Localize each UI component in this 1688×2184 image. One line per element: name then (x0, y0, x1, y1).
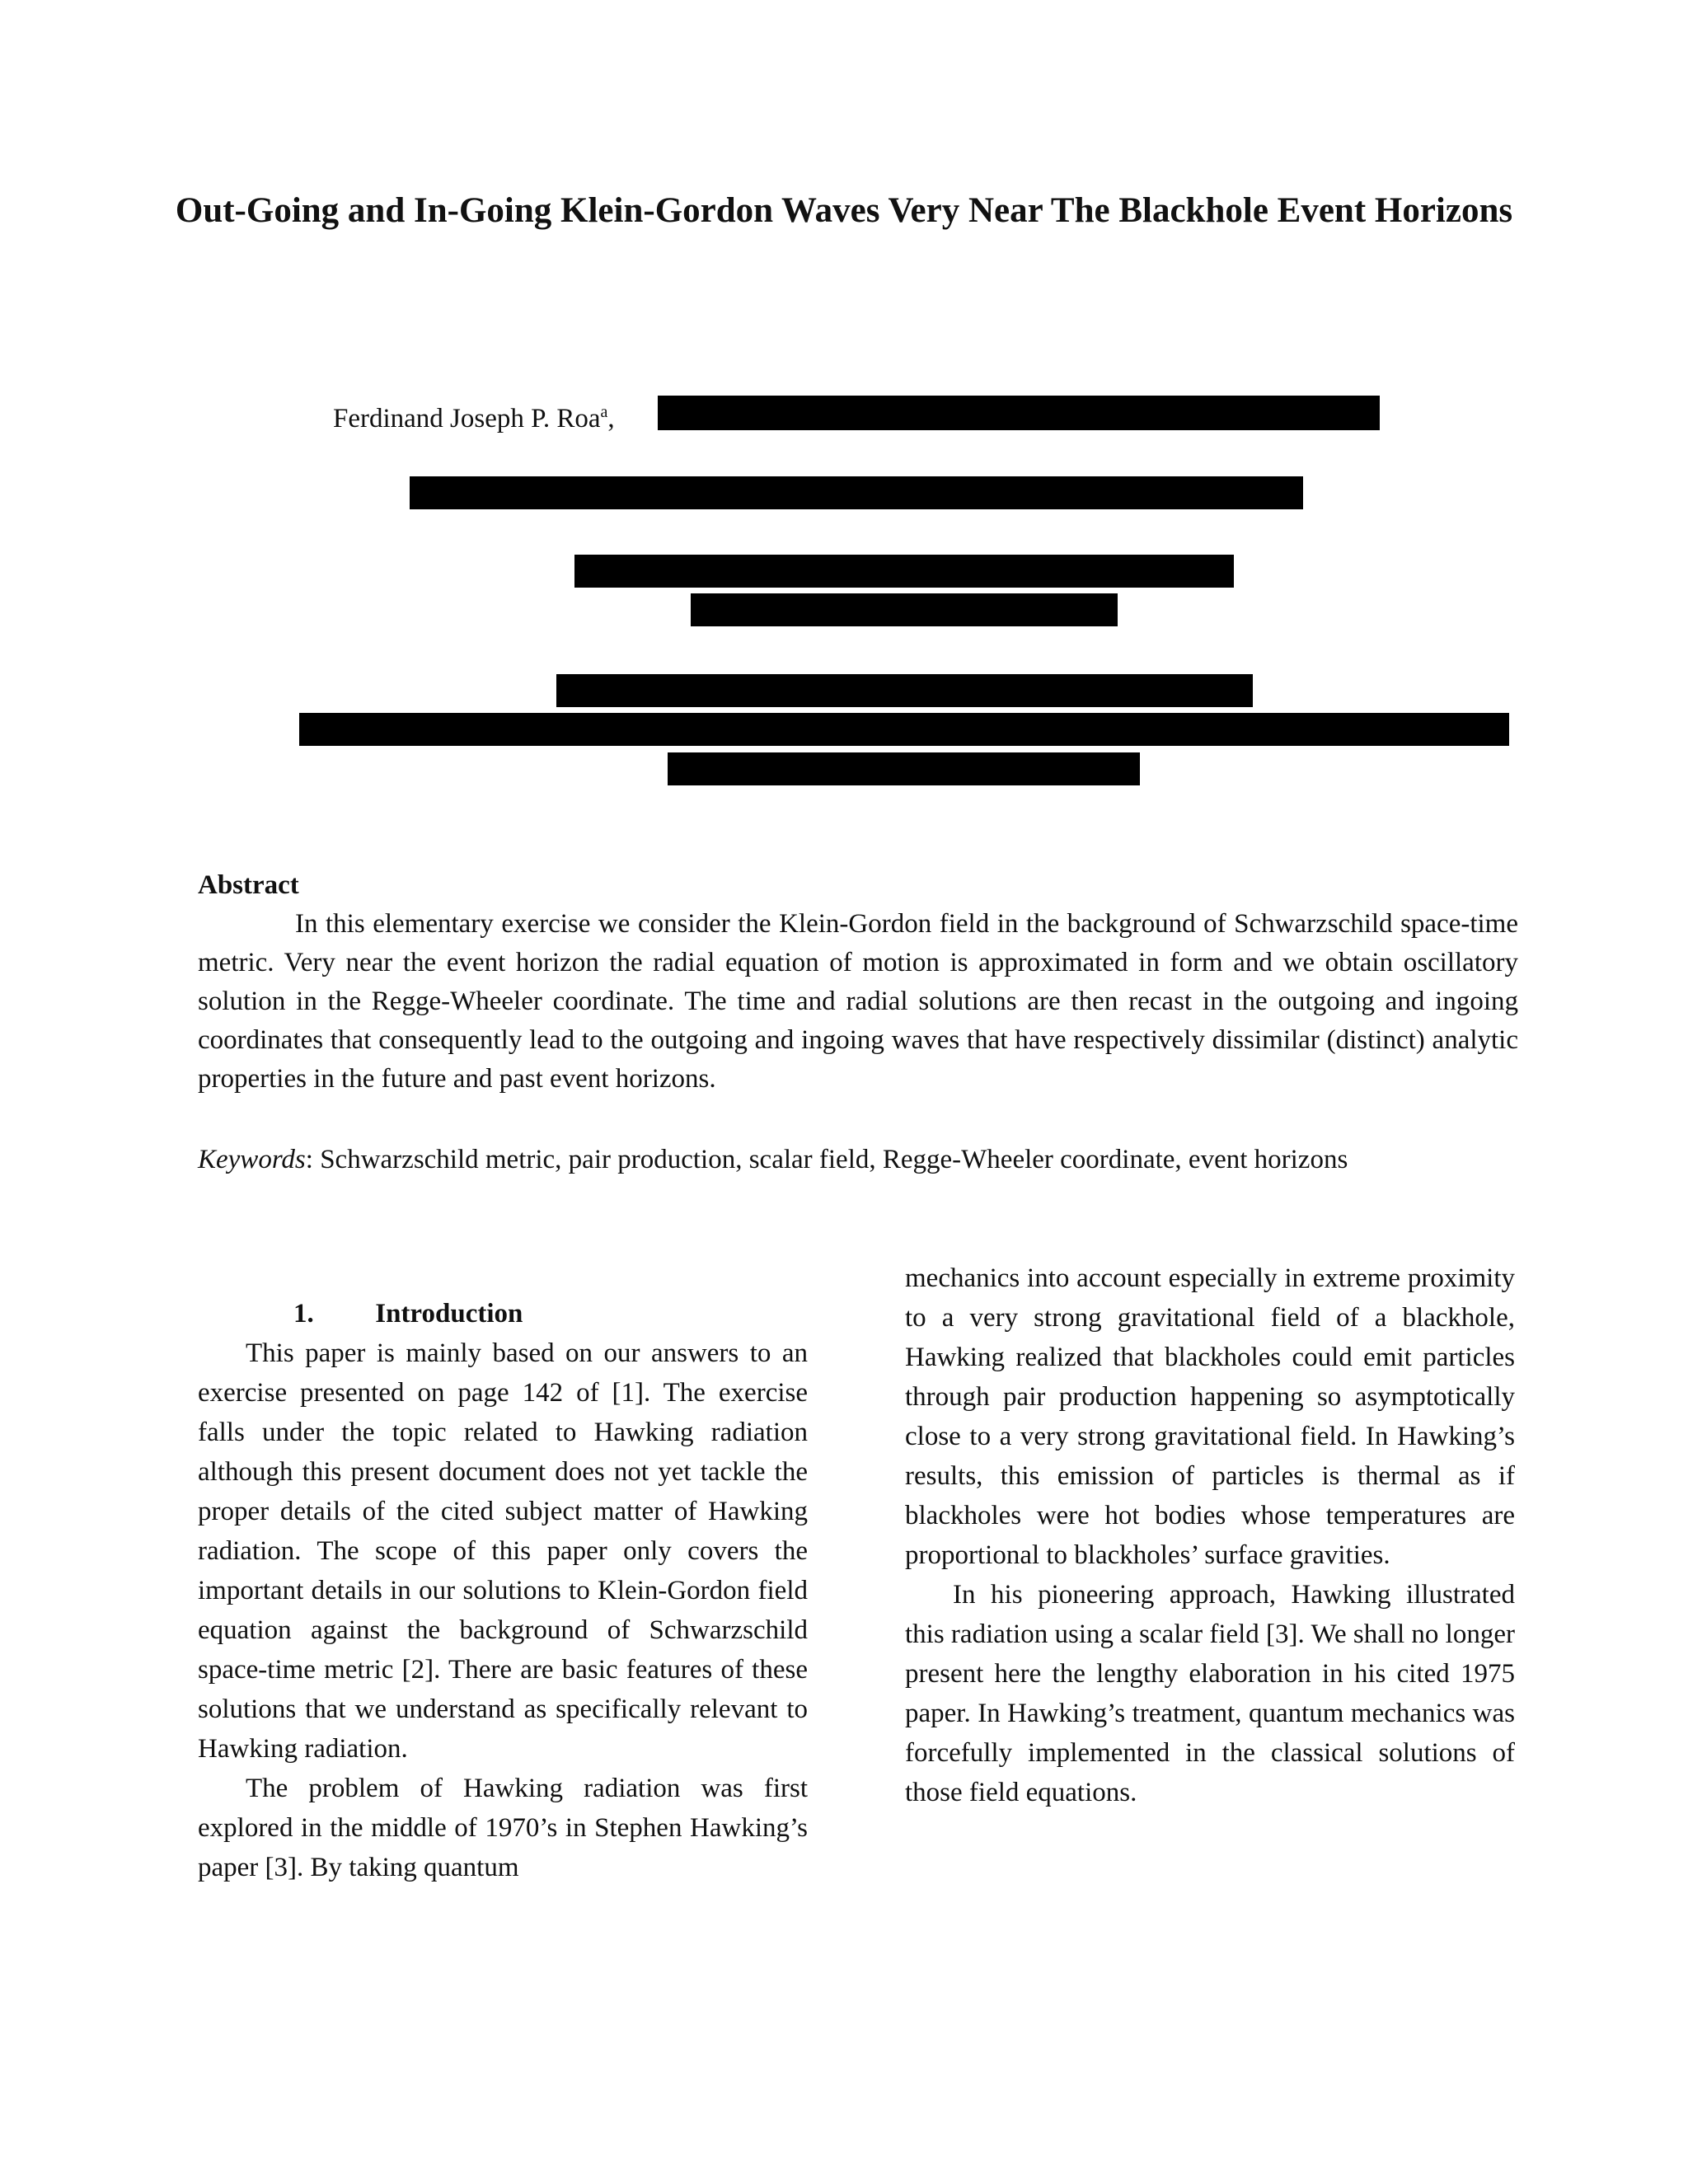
author-name: Ferdinand Joseph P. Roa (333, 404, 601, 434)
section-title: Introduction (375, 1299, 523, 1329)
paper-title: Out-Going and In-Going Klein-Gordon Waves Very Near The Blackhole Event Horizons (175, 191, 1513, 230)
section-heading (198, 1294, 808, 1333)
affiliation-mark: a (600, 403, 608, 421)
redacted-affiliation-2 (574, 555, 1234, 588)
redacted-affiliation-1 (410, 476, 1303, 509)
author-line (333, 394, 615, 437)
intro-paragraph-2-continued: mechanics into account especially in extreme proximity to a very strong gravitational field of a blackhole, Hawking realized that blackholes could emit particles through pair production happening so asymptotically close to a very strong gravitational field. In Hawking’s results, this emission of particles is thermal as if blackholes were hot bodies whose temperatures are proportional to blackholes’ surface gravities. (905, 1263, 1515, 1570)
left-column (198, 1294, 808, 1887)
intro-paragraph-1: This paper is mainly based on our answers to an exercise presented on page 142 of [1]. The exercise falls under the topic related to Hawking radiation although this present document does not yet tackle the proper details of the cited subject matter of Hawking radiation. The scope of this paper only covers the important details in our solutions to Klein-Gordon field equation against the background of Schwarzschild space-time metric [2]. There are basic features of these solutions that we understand as specifically relevant to Hawking radiation. (198, 1338, 808, 1764)
redacted-affiliation-3 (691, 593, 1118, 626)
intro-paragraph-2: The problem of Hawking radiation was first explored in the middle of 1970’s in Stephen Hawking’s paper [3]. By taking quantum (198, 1774, 808, 1882)
keywords-label: Keywords (198, 1145, 306, 1174)
section-number: 1. (293, 1299, 314, 1329)
redacted-affiliation-4 (556, 674, 1253, 707)
abstract-text: In this elementary exercise we consider the Klein-Gordon field in the background of Schwarzschild space-time metric. Very near the event horizon the radial equation of motion is approximated in form and we obtain oscillatory solution in the Regge-Wheeler coordinate. The time and radial solutions are then recast in the outgoing and ingoing coordinates that consequently lead to the outgoing and ingoing waves that have respectively dissimilar (distinct) analytic properties in the future and past event horizons. (198, 909, 1518, 1094)
redacted-affiliation-6 (668, 752, 1140, 785)
intro-paragraph-3: In his pioneering approach, Hawking illustrated this radiation using a scalar field [3]. We shall no longer present here the lengthy elaboration in his cited 1975 paper. In Hawking’s treatment, quantum mechanics was forcefully implemented in the classical solutions of those field equations. (905, 1580, 1515, 1807)
keywords-line (198, 1141, 1550, 1178)
right-column (905, 1258, 1515, 1812)
keywords-text: : Schwarzschild metric, pair production, scalar field, Regge-Wheeler coordinate, event horizons (305, 1145, 1348, 1174)
abstract-heading: Abstract (198, 870, 299, 900)
redacted-affiliation-5 (299, 713, 1509, 746)
redacted-coauthors (658, 396, 1380, 430)
author-separator: , (607, 404, 615, 434)
